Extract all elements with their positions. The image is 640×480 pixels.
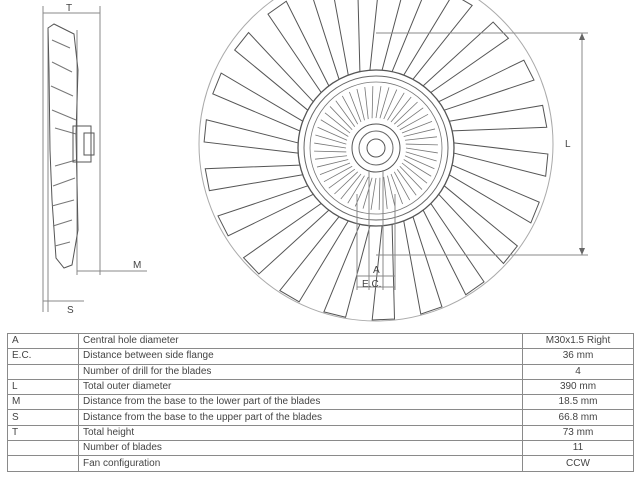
blade bbox=[439, 186, 518, 264]
fan-side-view bbox=[43, 6, 147, 312]
blade bbox=[357, 0, 379, 72]
spec-value-cell: 18.5 mm bbox=[523, 395, 634, 410]
blade bbox=[454, 143, 548, 176]
spec-description-cell: Distance between side flange bbox=[79, 349, 523, 364]
spec-value-cell: 66.8 mm bbox=[523, 410, 634, 425]
blade bbox=[404, 217, 442, 314]
spec-value-cell: M30x1.5 Right bbox=[523, 334, 634, 349]
spec-code-cell: L bbox=[8, 379, 79, 394]
spec-row bbox=[8, 456, 634, 471]
blade bbox=[244, 204, 329, 274]
spec-row bbox=[8, 410, 634, 425]
blade bbox=[218, 186, 313, 236]
blade bbox=[404, 0, 472, 79]
blade bbox=[205, 165, 302, 191]
spec-code-cell: M bbox=[8, 395, 79, 410]
spec-description-cell: Total outer diameter bbox=[79, 379, 523, 394]
blade bbox=[204, 120, 298, 153]
spec-description-cell: Distance from the base to the lower part of the blades bbox=[79, 395, 523, 410]
blade bbox=[268, 1, 329, 92]
spec-row bbox=[8, 349, 634, 364]
dim-label-T: T bbox=[66, 3, 73, 14]
spec-description-cell: Fan configuration bbox=[79, 456, 523, 471]
blade bbox=[213, 73, 303, 131]
blade bbox=[280, 217, 348, 302]
blade bbox=[423, 204, 484, 295]
spec-value-cell: 390 mm bbox=[523, 379, 634, 394]
spec-row bbox=[8, 395, 634, 410]
spec-description-cell: Total height bbox=[79, 425, 523, 440]
blade bbox=[324, 224, 370, 317]
spec-code-cell: A bbox=[8, 334, 79, 349]
spec-description-cell: Central hole diameter bbox=[79, 334, 523, 349]
spec-value-cell: 73 mm bbox=[523, 425, 634, 440]
spec-value-cell: 4 bbox=[523, 364, 634, 379]
spec-code-cell: T bbox=[8, 425, 79, 440]
spec-description-cell: Number of blades bbox=[79, 441, 523, 456]
spec-row bbox=[8, 334, 634, 349]
spec-row bbox=[8, 379, 634, 394]
spec-description-cell: Number of drill for the blades bbox=[79, 364, 523, 379]
specification-table bbox=[7, 333, 634, 472]
spec-row bbox=[8, 364, 634, 379]
dim-label-S: S bbox=[67, 305, 74, 316]
spec-code-cell bbox=[8, 456, 79, 471]
dim-label-EC: E.C. bbox=[362, 279, 382, 290]
dim-label-A: A bbox=[373, 265, 380, 276]
blade bbox=[235, 33, 314, 111]
spec-code-cell bbox=[8, 364, 79, 379]
spec-code-cell bbox=[8, 441, 79, 456]
spec-row bbox=[8, 441, 634, 456]
blade bbox=[449, 165, 539, 223]
blade bbox=[382, 0, 428, 72]
spec-code-cell: S bbox=[8, 410, 79, 425]
spec-value-cell: 11 bbox=[523, 441, 634, 456]
dim-label-L: L bbox=[565, 139, 571, 150]
dim-label-M: M bbox=[133, 260, 142, 271]
blade bbox=[449, 105, 546, 131]
spec-value-cell: CCW bbox=[523, 456, 634, 471]
blade bbox=[439, 60, 534, 110]
spec-row bbox=[8, 425, 634, 440]
blade bbox=[310, 0, 348, 79]
spec-value-cell: 36 mm bbox=[523, 349, 634, 364]
spec-description-cell: Distance from the base to the upper part of the blades bbox=[79, 410, 523, 425]
spec-code-cell: E.C. bbox=[8, 349, 79, 364]
